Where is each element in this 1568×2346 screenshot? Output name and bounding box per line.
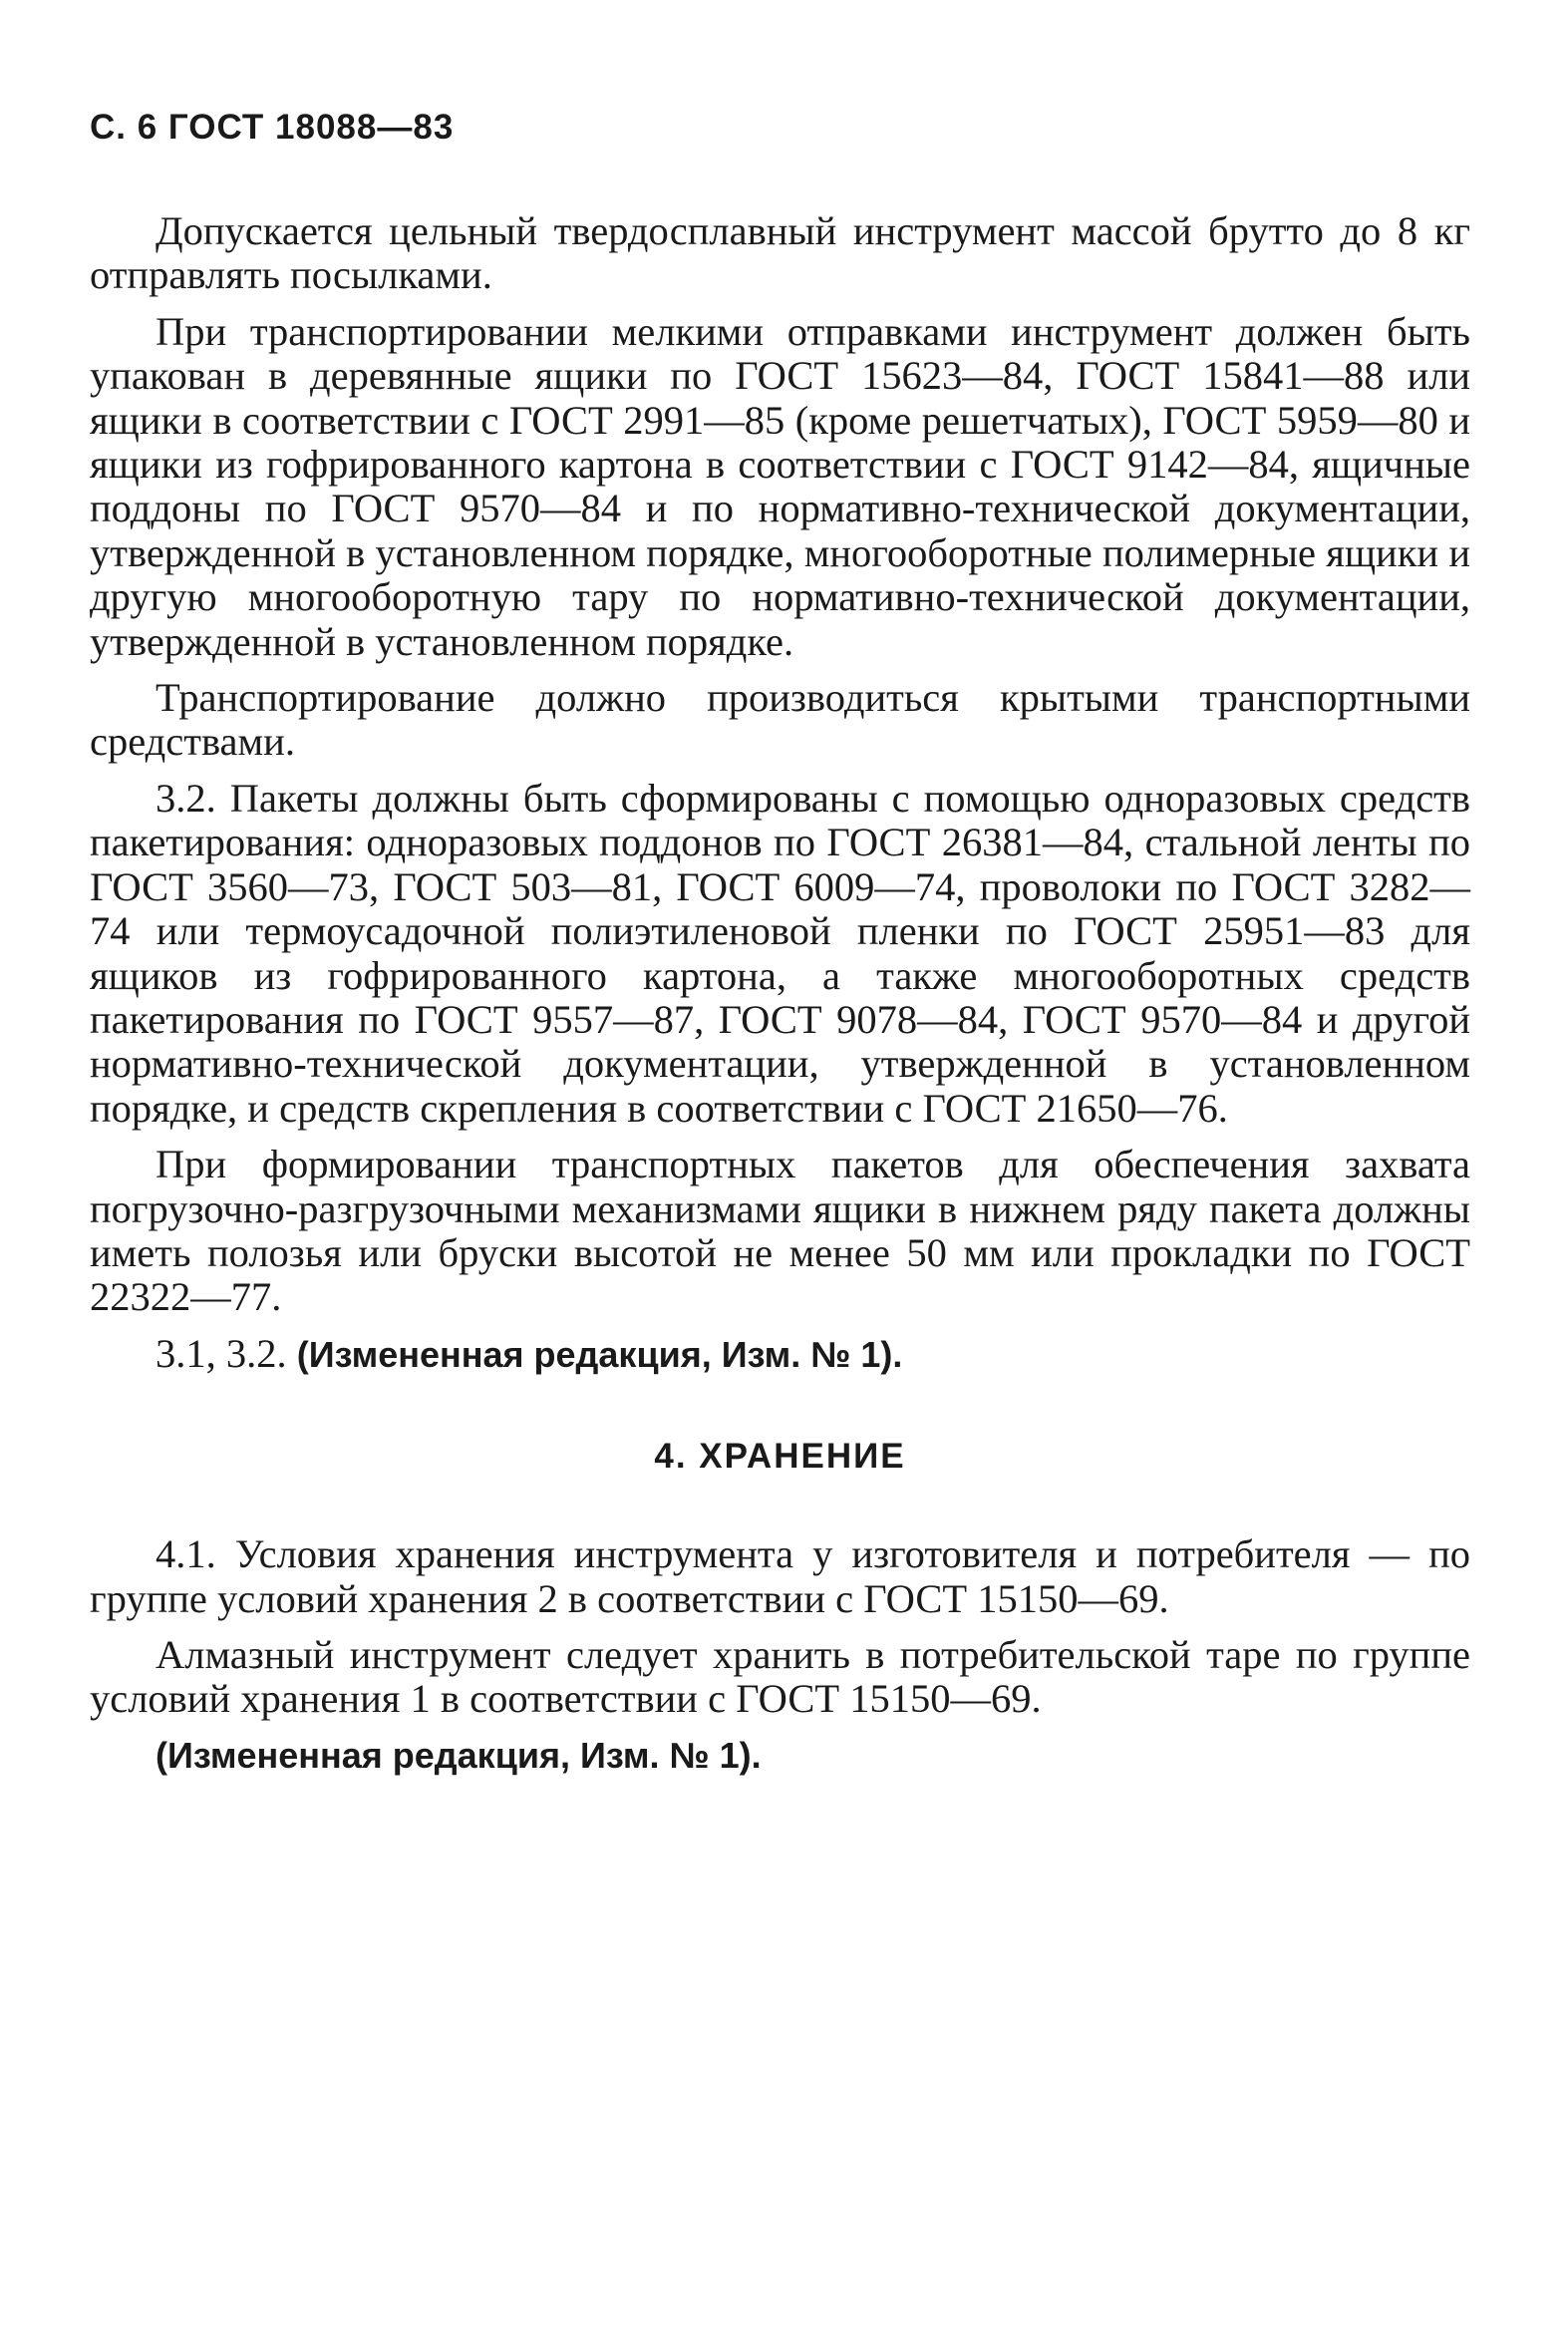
paragraph-transport-packages-formation: При формировании транспортных пакетов для обеспечения захвата погрузочно-разгрузочными механизмами ящики в нижнем ряду пакета должны иметь полозья или бруски высотой не менее 50 мм или прокладки по ГОСТ 22322—77. [90, 1142, 1470, 1320]
section-title-storage: 4. ХРАНЕНИЕ [654, 1437, 906, 1477]
paragraph-parcel-shipping: Допускается цельный твердосплавный инструмент массой брутто до 8 кг отправлять посылками. [90, 208, 1470, 298]
amendment-note-4: (Измененная редакция, Изм. № 1). [156, 1734, 762, 1776]
amendment-note-3-ref: 3.1, 3.2. [156, 1330, 287, 1376]
document-page [90, 108, 1470, 1778]
paragraph-covered-transport: Транспортирование должно производиться крытыми транспортными средствами. [90, 675, 1470, 765]
paragraph-diamond-tool-storage: Алмазный инструмент следует хранить в потребительской таре по группе условий хранения 1 в соответствии с ГОСТ 15150—69. [90, 1631, 1470, 1722]
running-header: С. 6 ГОСТ 18088—83 [90, 108, 455, 147]
paragraph-small-shipments-packaging: При транспортировании мелкими отправками инструмент должен быть упакован в деревянные ящики по ГОСТ 15623—84, ГОСТ 15841—88 или ящики в соответствии с ГОСТ 2991—85 (кроме решетчатых), ГОСТ 5959—80 и ящики из гофрированного картона в соответствии с ГОСТ 9142—84, ящичные поддоны по ГОСТ 9570—84 и по нормативно-технической документации, утвержденной в установленном порядке, многооборотные полимерные ящики и другую многооборотную тару по нормативно-технической документации, утвержденной в установленном порядке. [90, 308, 1470, 664]
amendment-note-3 [90, 1332, 1470, 1377]
amendment-note-3-text: (Измененная редакция, Изм. № 1). [296, 1333, 903, 1375]
paragraph-4-1-storage-conditions: 4.1. Условия хранения инструмента у изготовителя и потребителя — по группе условий хранения 2 в соответствии с ГОСТ 15150—69. [90, 1531, 1470, 1621]
paragraph-3-2-packages: 3.2. Пакеты должны быть сформированы с помощью одноразовых средств пакетирования: одноразовых поддонов по ГОСТ 26381—84, стальной ленты по ГОСТ 3560—73, ГОСТ 503—81, ГОСТ 6009—74, проволоки по ГОСТ 3282—74 или термоусадочной полиэтиленовой пленки по ГОСТ 25951—83 для ящиков из гофрированного картона, а также многооборотных средств пакетирования по ГОСТ 9557—87, ГОСТ 9078—84, ГОСТ 9570—84 и другой нормативно-технической документации, утвержденной в установленном порядке, и средств скрепления в соответствии с ГОСТ 21650—76. [90, 775, 1470, 1131]
